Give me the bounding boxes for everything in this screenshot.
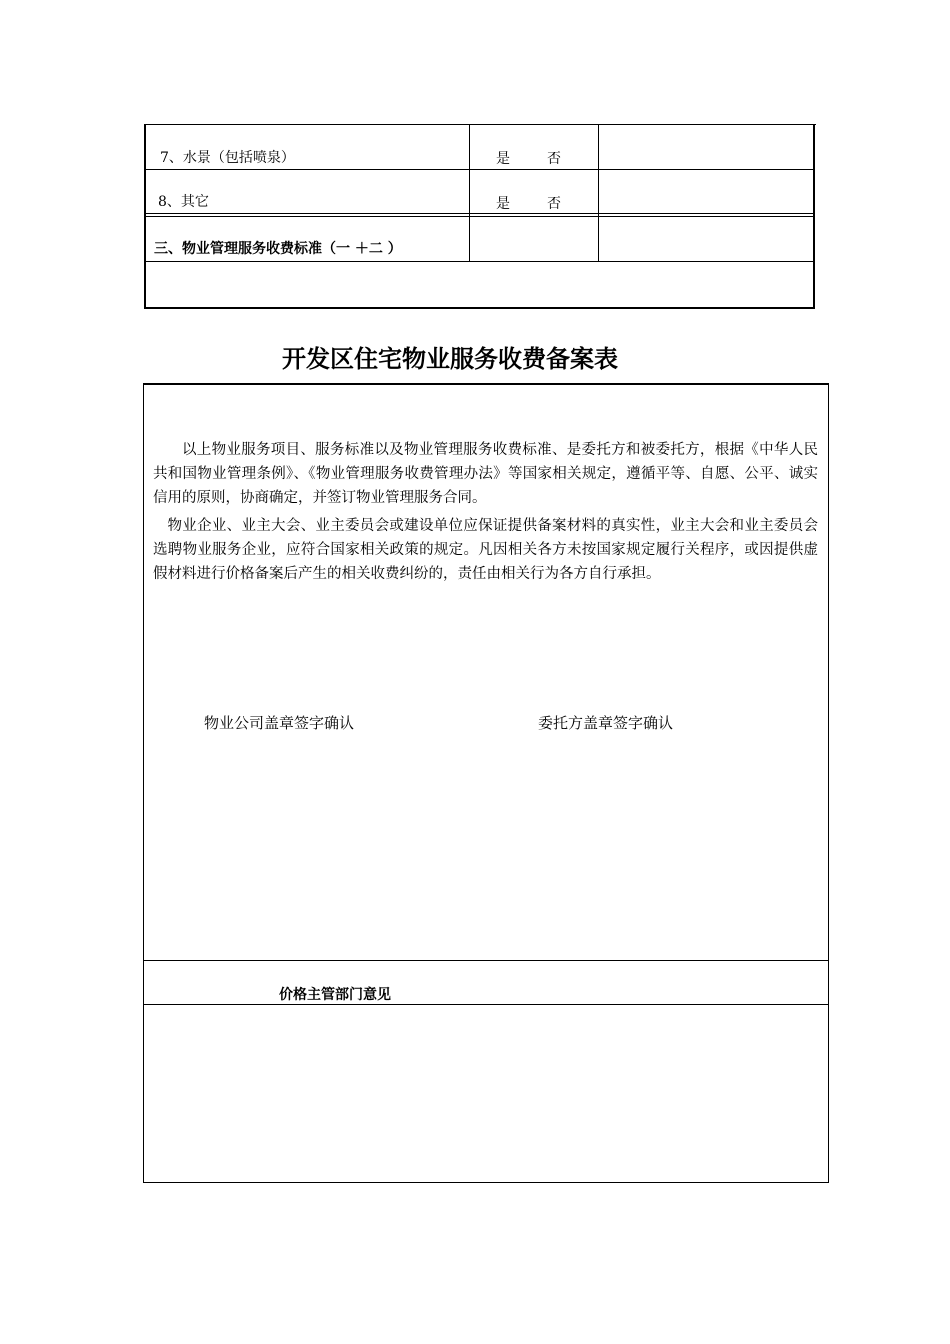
option-yes: 是 <box>496 196 510 212</box>
table-top-border <box>144 124 816 125</box>
declaration-paragraph: 以上物业服务项目、服务标准以及物业管理服务收费标准、是委托方和被委托方，根据《中华人民共和国物业管理条例》、《物业管理服务收费管理办法》等国家相关规定，遵循平等、自愿、公平、诚实信用的原则，协商确定，并签订物业管理服务合同。 <box>153 442 818 506</box>
fee-standard-label: 三、物业管理服务收费标准（一 ＋二 ） <box>154 241 402 257</box>
table-right-border <box>813 124 815 309</box>
section-divider <box>144 960 828 961</box>
option-no: 否 <box>547 196 561 212</box>
column-divider <box>598 124 599 262</box>
item-label: 8、其它 <box>158 194 209 210</box>
table-bottom-border <box>144 307 815 309</box>
client-signature-label: 委托方盖章签字确认 <box>538 714 674 732</box>
row-divider <box>146 216 813 217</box>
row-divider <box>146 169 813 170</box>
item-label: 7、水景（包括喷泉） <box>160 150 295 166</box>
option-yes: 是 <box>496 151 510 167</box>
company-signature-label: 物业公司盖章签字确认 <box>204 714 355 732</box>
declaration-paragraph: 物业企业、业主大会、业主委员会或建设单位应保证提供备案材料的真实性，业主大会和业主委员会选聘物业服务企业，应符合国家相关政策的规定。凡因相关各方未按国家规定履行关程序，或因提供虚假材料进行价格备案后产生的相关收费纠纷的，责任由相关行为各方自行承担。 <box>153 518 818 582</box>
authority-opinion-label: 价格主管部门意见 <box>279 987 391 1003</box>
section-divider <box>144 1004 828 1005</box>
column-divider <box>469 124 470 262</box>
row-divider <box>146 261 813 262</box>
row-divider <box>146 213 813 214</box>
form-title: 开发区住宅物业服务收费备案表 <box>282 345 618 373</box>
option-no: 否 <box>547 151 561 167</box>
